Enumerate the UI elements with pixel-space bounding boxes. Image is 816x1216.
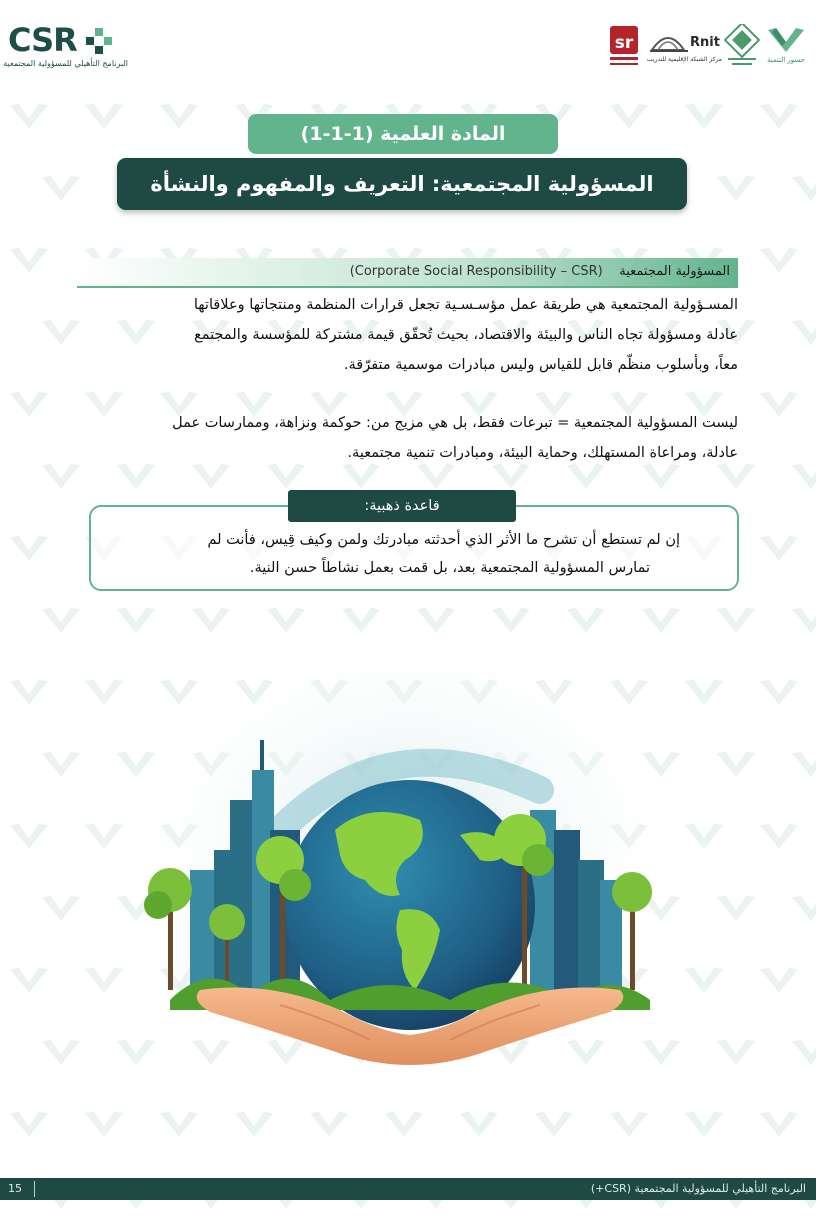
watermark-chevron-icon bbox=[606, 96, 652, 136]
watermark-chevron-icon bbox=[6, 528, 52, 568]
watermark-chevron-icon bbox=[306, 1104, 352, 1144]
watermark-chevron-icon bbox=[756, 96, 802, 136]
watermark-chevron-icon bbox=[338, 600, 384, 640]
golden-rule-heading: قاعدة ذهبية: bbox=[288, 490, 516, 522]
watermark-chevron-icon bbox=[681, 1104, 727, 1144]
jusur-chevron-icon bbox=[764, 24, 808, 56]
definition-heading bbox=[350, 258, 730, 286]
watermark-chevron-icon bbox=[6, 96, 52, 136]
watermark-chevron-icon bbox=[563, 600, 609, 640]
watermark-chevron-icon bbox=[38, 1032, 84, 1072]
watermark-chevron-icon bbox=[488, 600, 534, 640]
watermark-chevron-icon bbox=[788, 312, 816, 352]
watermark-chevron-icon bbox=[756, 528, 802, 568]
watermark-chevron-icon bbox=[381, 1104, 427, 1144]
watermark-chevron-icon bbox=[38, 744, 84, 784]
rnit-dome-icon bbox=[648, 24, 722, 54]
page-header bbox=[0, 0, 816, 90]
watermark-chevron-icon bbox=[156, 96, 202, 136]
watermark-chevron-icon bbox=[6, 1104, 52, 1144]
watermark-chevron-icon bbox=[38, 600, 84, 640]
rnit-partner-logo bbox=[648, 24, 722, 74]
watermark-chevron-icon bbox=[713, 168, 759, 208]
paragraph-line: معاً، وبأسلوب منظّم قابل للقياس وليس مبادرات موسمية متفرّقة. bbox=[343, 357, 738, 373]
golden-rule-text bbox=[110, 526, 680, 582]
rnit-caption: مركز الشبكة الإقليمية للتدريب bbox=[646, 56, 722, 63]
watermark-chevron-icon bbox=[713, 1032, 759, 1072]
watermark-chevron-icon bbox=[6, 672, 52, 712]
jusur-caption: جسور التنمية bbox=[766, 56, 805, 64]
calligraphy-seal-icon bbox=[724, 24, 760, 68]
watermark-chevron-icon bbox=[681, 96, 727, 136]
section-number-banner: المادة العلمية (1-1-1) bbox=[248, 114, 558, 154]
watermark-chevron-icon bbox=[38, 888, 84, 928]
golden-rule-line: تمارس المسؤولية المجتمعية بعد، بل قمت بعمل نشاطاً حسن النية. bbox=[249, 560, 650, 576]
watermark-chevron-icon bbox=[606, 1104, 652, 1144]
watermark-chevron-icon bbox=[756, 672, 802, 712]
watermark-chevron-icon bbox=[6, 816, 52, 856]
page-number: 15 bbox=[8, 1182, 22, 1195]
watermark-chevron-icon bbox=[6, 960, 52, 1000]
definition-english-term: (Corporate Social Responsibility – CSR) bbox=[349, 264, 603, 279]
watermark-chevron-icon bbox=[788, 456, 816, 496]
watermark-chevron-icon bbox=[81, 672, 127, 712]
watermark-chevron-icon bbox=[231, 1104, 277, 1144]
watermark-chevron-icon bbox=[713, 888, 759, 928]
watermark-chevron-icon bbox=[713, 600, 759, 640]
plus-cross-icon bbox=[86, 28, 112, 54]
watermark-chevron-icon bbox=[756, 1104, 802, 1144]
watermark-chevron-icon bbox=[6, 240, 52, 280]
golden-rule-line: إن لم تستطع أن تشرح ما الأثر الذي أحدثته مبادرتك ولمن وكيف قِيس، فأنت لم bbox=[207, 532, 680, 548]
watermark-chevron-icon bbox=[788, 600, 816, 640]
watermark-chevron-icon bbox=[788, 1032, 816, 1072]
footer-divider bbox=[34, 1181, 35, 1197]
csr-wordmark: CSR bbox=[8, 21, 77, 59]
watermark-chevron-icon bbox=[263, 600, 309, 640]
watermark-chevron-icon bbox=[531, 1104, 577, 1144]
csr-program-logo bbox=[3, 21, 128, 72]
watermark-chevron-icon bbox=[756, 384, 802, 424]
page-footer bbox=[0, 1178, 816, 1200]
footer-program-name: البرنامج التأهيلي للمسؤولية المجتمعية (CSR+) bbox=[590, 1182, 806, 1195]
watermark-chevron-icon bbox=[6, 384, 52, 424]
svg-text:sr: sr bbox=[614, 33, 634, 53]
watermark-chevron-icon bbox=[81, 96, 127, 136]
calligraphy-seal-logo bbox=[724, 24, 760, 74]
paragraph-line: المسـؤولية المجتمعية هي طريقة عمل مؤسـسـية تجعل قرارات المنظمة ومنتجاتها وعلاقاتها bbox=[193, 297, 738, 313]
paragraph-line: عادلة ومسؤولة تجاه الناس والبيئة والاقتصاد، بحيث تُحقّق قيمة مشتركة للمؤسسة والمجتمع bbox=[194, 327, 738, 343]
sr-partner-logo bbox=[606, 24, 642, 74]
watermark-chevron-icon bbox=[456, 1104, 502, 1144]
watermark-chevron-icon bbox=[413, 600, 459, 640]
watermark-chevron-icon bbox=[788, 888, 816, 928]
watermark-chevron-icon bbox=[788, 168, 816, 208]
definition-heading-bar bbox=[77, 258, 738, 286]
definition-paragraph bbox=[78, 290, 738, 380]
csr-logo-subtitle: البرنامج التأهيلي للمسؤولية المجتمعية bbox=[3, 59, 128, 68]
watermark-chevron-icon bbox=[81, 1104, 127, 1144]
earth-hands-illustration bbox=[130, 660, 690, 1080]
watermark-chevron-icon bbox=[188, 600, 234, 640]
sr-logo-icon bbox=[606, 24, 642, 68]
watermark-chevron-icon bbox=[113, 600, 159, 640]
watermark-chevron-icon bbox=[156, 1104, 202, 1144]
definition-bar-underline bbox=[77, 286, 738, 288]
jusur-altanmia-logo bbox=[764, 24, 808, 74]
watermark-chevron-icon bbox=[81, 960, 127, 1000]
svg-text:Rnit: Rnit bbox=[690, 35, 720, 50]
watermark-chevron-icon bbox=[713, 744, 759, 784]
paragraph-line: ليست المسؤولية المجتمعية = تبرعات فقط، بل هي مزيج من: حوكمة ونزاهة، وممارسات عمل bbox=[172, 415, 738, 431]
watermark-chevron-icon bbox=[756, 816, 802, 856]
watermark-chevron-icon bbox=[756, 240, 802, 280]
page-title: المسؤولية المجتمعية: التعريف والمفهوم والنشأة bbox=[117, 158, 687, 210]
definition-arabic-term: المسؤولية المجتمعية bbox=[619, 264, 730, 279]
watermark-chevron-icon bbox=[788, 744, 816, 784]
paragraph-line: عادلة، ومراعاة المستهلك، وحماية البيئة، ومبادرات تنمية مجتمعية. bbox=[347, 445, 738, 461]
watermark-chevron-icon bbox=[756, 960, 802, 1000]
clarification-paragraph bbox=[78, 408, 738, 468]
watermark-chevron-icon bbox=[38, 168, 84, 208]
watermark-chevron-icon bbox=[638, 600, 684, 640]
watermark-chevron-icon bbox=[81, 816, 127, 856]
